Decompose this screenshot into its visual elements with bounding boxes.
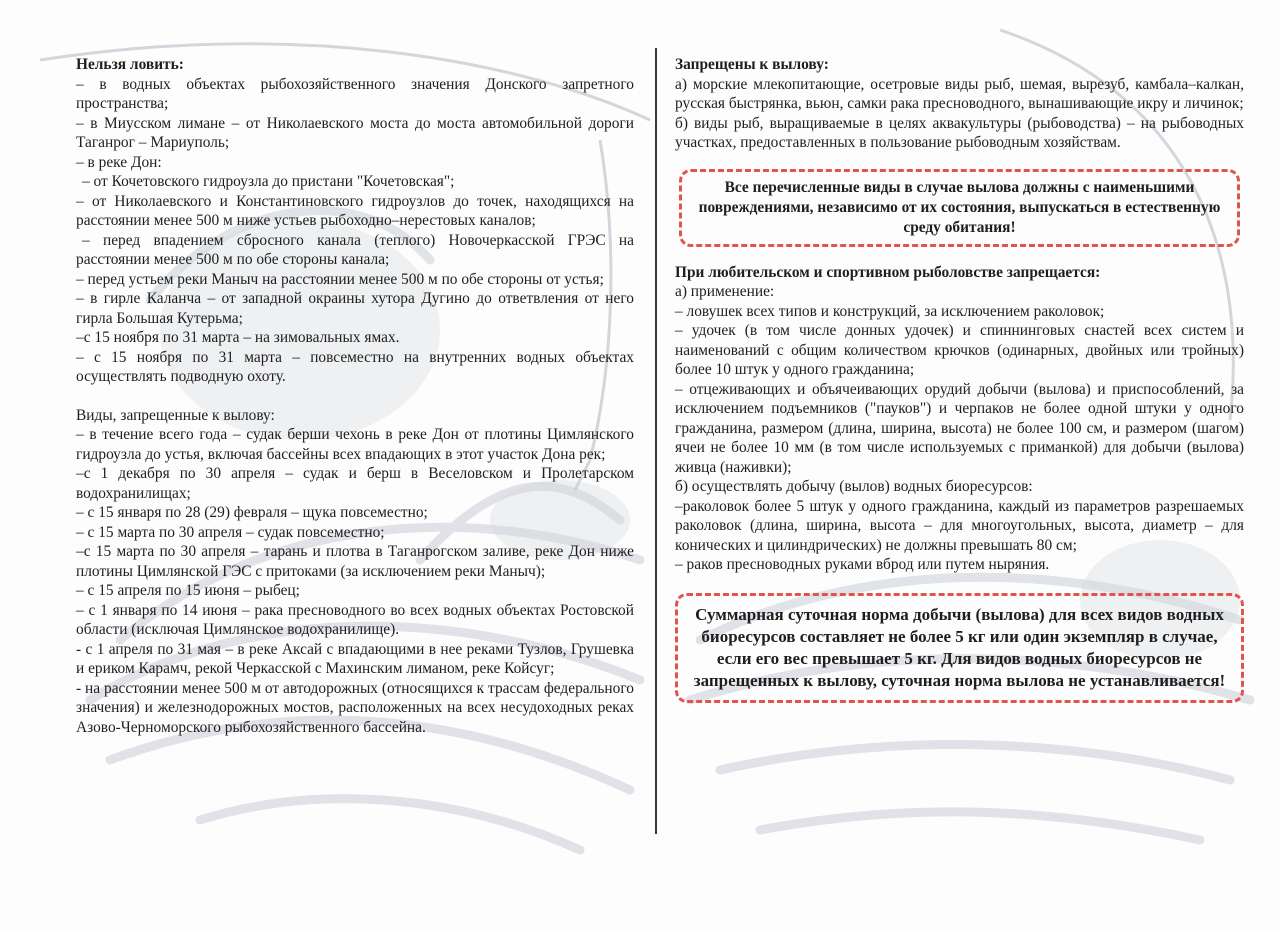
prohibited-line: – перед устьем реки Маныч на расстоянии менее 500 м по обе стороны от устья;: [76, 270, 604, 288]
prohibited-line: – в водных объектах рыбохозяйственного значения Донского запретного пространства;: [76, 75, 634, 112]
release-notice-box: [679, 169, 1240, 247]
amateur-line: – ловушек всех типов и конструкций, за исключением раколовок;: [675, 302, 1105, 320]
amateur-heading: При любительском и спортивном рыболовстве запрещается:: [675, 263, 1101, 281]
prohibited-heading: Нельзя ловить:: [76, 56, 184, 73]
prohibited-line: – в реке Дон:: [76, 153, 162, 171]
paragraph-gap: [76, 387, 634, 406]
amateur-line: – отцеживающих и объячеивающих орудий добычи (вылова) и приспособлений, за исключением подъемников ("пауков") и черпаков не более одной штуки у одного гражданина, размером (длина, ширина, высота) не более 100 см, и размером (шагом) ячеи не более 10 мм (в том числе используемых с приманкой) для добычи (вылова) живца (наживки);: [675, 380, 1244, 476]
amateur-line: – удочек (в том числе донных удочек) и спиннинговых снастей всех систем и наименований с общим количеством крючков (одинарных, двойных или тройных) более 10 штук у одного гражданина;: [675, 322, 1244, 378]
species-line: - с 1 апреля по 31 мая – в реке Аксай с впадающими в нее реками Тузлов, Грушевка и ериком Карамч, рекой Черкасской с Махинским лиманом, реке Койсуг;: [76, 640, 634, 677]
prohibited-line: – в гирле Каланча – от западной окраины хутора Дугино до ответвления от него гирла Большая Кутерьма;: [76, 290, 634, 327]
species-line: – с 1 января по 14 июня – рака пресноводного во всех водных объектах Ростовской области (исключая Цимлянское водохранилище).: [76, 601, 634, 638]
banned-heading: Запрещены к вылову:: [675, 56, 829, 73]
prohibited-line: – от Николаевского и Константиновского гидроузлов до точек, находящихся на расстоянии менее 500 м ниже устьев рыбоходно–нерестовых каналов;: [76, 192, 634, 229]
banned-line: а) морские млекопитающие, осетровые виды рыб, шемая, вырезуб, камбала–калкан, русская быстрянка, вьюн, самки рака пресноводного, вынашивающие икру и личинок;: [675, 75, 1244, 112]
species-line: - на расстоянии менее 500 м от автодорожных (относящихся к трассам федерального значения) и железнодорожных мостов, расположенных на всех несудоходных реках Азово-Черноморского рыбохозяйственного бассейна.: [76, 679, 634, 736]
prohibited-line: –с 15 ноября по 31 марта – на зимовальных ямах.: [76, 329, 400, 346]
species-line: – с 15 января по 28 (29) февраля – щука повсеместно;: [76, 504, 428, 521]
daily-norm-box: [675, 593, 1244, 703]
species-heading: Виды, запрещенные к вылову:: [76, 406, 275, 424]
species-line: –с 15 марта по 30 апреля – тарань и плотва в Таганрогском заливе, реке Дон ниже плотины Цимлянской ГЭС с притоками (за исключением реки Маныч);: [76, 543, 634, 580]
species-line: – с 15 апреля по 15 июня – рыбец;: [76, 582, 300, 599]
prohibited-line: – от Кочетовского гидроузла до пристани "Кочетовская";: [82, 173, 455, 190]
left-column: [76, 55, 634, 737]
amateur-line: –раколовок более 5 штук у одного гражданина, каждый из параметров разрешаемых раколовок (длина, ширина, высота – для многоугольных, высота, диаметр – для конических и цилиндрических) не должны превышать 80 см;: [675, 497, 1244, 554]
species-line: –с 1 декабря по 30 апреля – судак и берш в Веселовском и Пролетарском водохранилищах;: [76, 465, 634, 502]
daily-norm-text: Суммарная суточная норма добычи (вылова) для всех видов водных биоресурсов составляет не более 5 кг или один экземпляр в случае, если его вес превышает 5 кг. Для видов водных биоресурсов не запрещенных к вылову, суточная норма вылова не устанавливается!: [693, 604, 1226, 690]
species-line: – в течение всего года – судак берши чехонь в реке Дон от плотины Цимлянского гидроузла до устья, включая бассейны всех впадающих в этот участок Дона рек;: [76, 426, 634, 463]
amateur-line: – раков пресноводных руками вброд или путем ныряния.: [675, 556, 1050, 573]
right-column: [675, 55, 1244, 703]
prohibited-line: – перед впадением сбросного канала (теплого) Новочеркасской ГРЭС на расстоянии менее 500 м по обе стороны канала;: [76, 231, 634, 268]
prohibited-line: – с 15 ноября по 31 марта – повсеместно на внутренних водных объектах осуществлять подводную охоту.: [76, 348, 634, 385]
amateur-line: а) применение:: [675, 283, 775, 300]
species-line: – с 15 марта по 30 апреля – судак повсеместно;: [76, 523, 385, 541]
release-notice-text: Все перечисленные виды в случае вылова должны с наименьшими повреждениями, независимо от их состояния, выпускаться в естественную среду обитания!: [698, 178, 1221, 236]
prohibited-line: – в Миусском лимане – от Николаевского моста до моста автомобильной дороги Таганрог – Мариуполь;: [76, 114, 634, 151]
page-fold-divider: [655, 48, 657, 834]
banned-line: б) виды рыб, выращиваемые в целях аквакультуры (рыбоводства) – на рыбоводных участках, предоставленных в пользование рыбоводным хозяйствам.: [675, 114, 1244, 151]
amateur-line: б) осуществлять добычу (вылов) водных биоресурсов:: [675, 478, 1033, 495]
